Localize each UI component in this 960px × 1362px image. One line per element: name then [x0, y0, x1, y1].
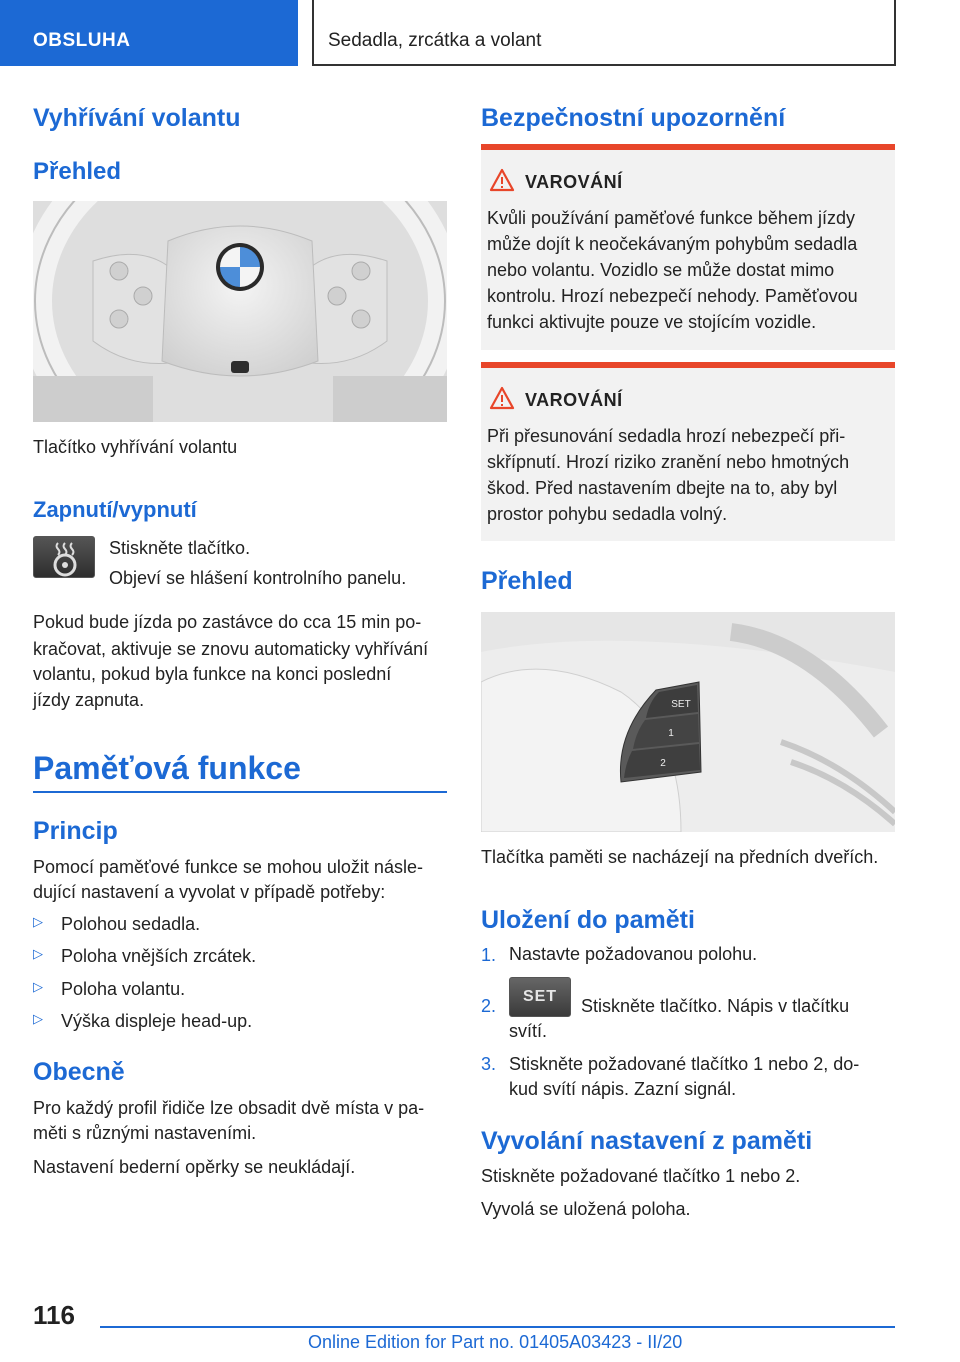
warning1-line5: funkci aktivujte pouze ve stojícím vozidle.	[487, 312, 817, 332]
door-panel-illustration	[481, 612, 895, 832]
warning1-line3: nebo volantu. Vozidlo se může dostat mimo	[487, 260, 835, 280]
step-text-cont: kud svítí nápis. Zazní signál.	[509, 1079, 737, 1099]
warning2-line2: skřípnutí. Hrozí riziko zranění nebo hmotných	[487, 452, 850, 472]
step-text: Stiskněte tlačítko. Nápis v tlačítku	[581, 996, 850, 1016]
onoff-line1: Stiskněte tlačítko.	[109, 538, 251, 558]
step-number: 3.	[481, 1054, 497, 1074]
heating-title: Vyhřívání volantu	[33, 104, 241, 132]
warning2-line4: prostor pohybu sedadla volný.	[487, 504, 728, 524]
memory-title-rule	[33, 791, 447, 793]
set-button-label: SET	[522, 988, 558, 1005]
steering-heating-button[interactable]	[33, 536, 95, 578]
resume-para-1: Pokud bude jízda po zastávce do cca 15 min po-	[33, 612, 422, 632]
memory-function-title: Paměťová funkce	[33, 750, 301, 786]
onoff-title: Zapnutí/vypnutí	[33, 497, 197, 522]
warning-label: VAROVÁNÍ	[525, 390, 623, 410]
page-number: 116	[33, 1300, 75, 1330]
recall-line2: Vyvolá se uložená poloha.	[481, 1199, 691, 1219]
warning1-line2: může dojít k neočekávaným pohybům sedadla	[487, 234, 858, 254]
general-line2: měti s různými nastaveními.	[33, 1123, 257, 1143]
set-button[interactable]	[509, 977, 571, 1017]
triangle-right-icon: ▷	[33, 1011, 43, 1026]
save-title: Uložení do paměti	[481, 906, 695, 934]
section-label: OBSLUHA	[33, 30, 131, 51]
step-text-cont: svítí.	[509, 1021, 548, 1041]
triangle-right-icon: ▷	[33, 946, 43, 961]
footer-rule	[100, 1326, 895, 1328]
warning-box-1	[481, 144, 895, 350]
resume-para-4: jízdy zapnuta.	[33, 690, 145, 710]
safety-title: Bezpečnostní upozornění	[481, 104, 786, 132]
warning-label: VAROVÁNÍ	[525, 172, 623, 192]
overview-title-right: Přehled	[481, 567, 573, 595]
step-text: Nastavte požadovanou polohu.	[509, 944, 758, 964]
step-number: 2.	[481, 996, 497, 1016]
principle-line1: Pomocí paměťové funkce se mohou uložit násle-	[33, 857, 423, 877]
recall-line1: Stiskněte požadované tlačítko 1 nebo 2.	[481, 1166, 801, 1186]
principle-title: Princip	[33, 817, 118, 845]
steering-wheel-heating-icon	[34, 537, 96, 579]
door-label-2: 2	[660, 758, 666, 769]
steering-wheel-image	[33, 201, 447, 422]
steering-wheel-illustration	[33, 201, 447, 422]
triangle-right-icon: ▷	[33, 979, 43, 994]
step-text: Stiskněte požadované tlačítko 1 nebo 2, do-	[509, 1054, 860, 1074]
general-line1: Pro každý profil řidiče lze obsadit dvě místa v pa-	[33, 1098, 425, 1118]
principle-line2: dující nastavení a vyvolat v případě potřeby:	[33, 882, 386, 902]
warning1-line1: Kvůli používání paměťové funkce během jízdy	[487, 208, 855, 228]
edition-text: Online Edition for Part no. 01405A03423 - II/20	[308, 1332, 683, 1352]
warning1-line4: kontrolu. Hrozí nebezpečí nehody. Paměťovou	[487, 286, 858, 306]
steering-caption: Tlačítko vyhřívání volantu	[33, 437, 238, 457]
section-tab	[0, 0, 298, 66]
warning-box-2	[481, 362, 895, 541]
warning2-line1: Při přesunování sedadla hrozí nebezpečí při-	[487, 426, 846, 446]
general-line3: Nastavení bederní opěrky se neukládají.	[33, 1157, 356, 1177]
step-number: 1.	[481, 945, 497, 965]
resume-para-3: volantu, pokud byla funkce na konci poslední	[33, 664, 392, 684]
recall-title: Vyvolání nastavení z paměti	[481, 1127, 813, 1155]
door-label-set: SET	[671, 699, 691, 710]
triangle-right-icon: ▷	[33, 914, 43, 929]
warning2-line3: škod. Před nastavením dbejte na to, aby byl	[487, 478, 838, 498]
general-title: Obecně	[33, 1058, 125, 1086]
overview-title-left: Přehled	[33, 158, 122, 185]
door-memory-buttons-image	[481, 612, 895, 832]
onoff-line2: Objeví se hlášení kontrolního panelu.	[109, 568, 407, 588]
chapter-header	[312, 0, 896, 66]
warning-triangle-icon	[489, 168, 515, 192]
chapter-title: Sedadla, zrcátka a volant	[328, 30, 542, 51]
resume-para-2: kračovat, aktivuje se znovu automaticky vyhřívání	[33, 639, 429, 659]
door-label-1: 1	[668, 728, 674, 739]
door-caption: Tlačítka paměti se nacházejí na předních dveřích.	[481, 847, 879, 867]
warning-triangle-icon	[489, 386, 515, 410]
